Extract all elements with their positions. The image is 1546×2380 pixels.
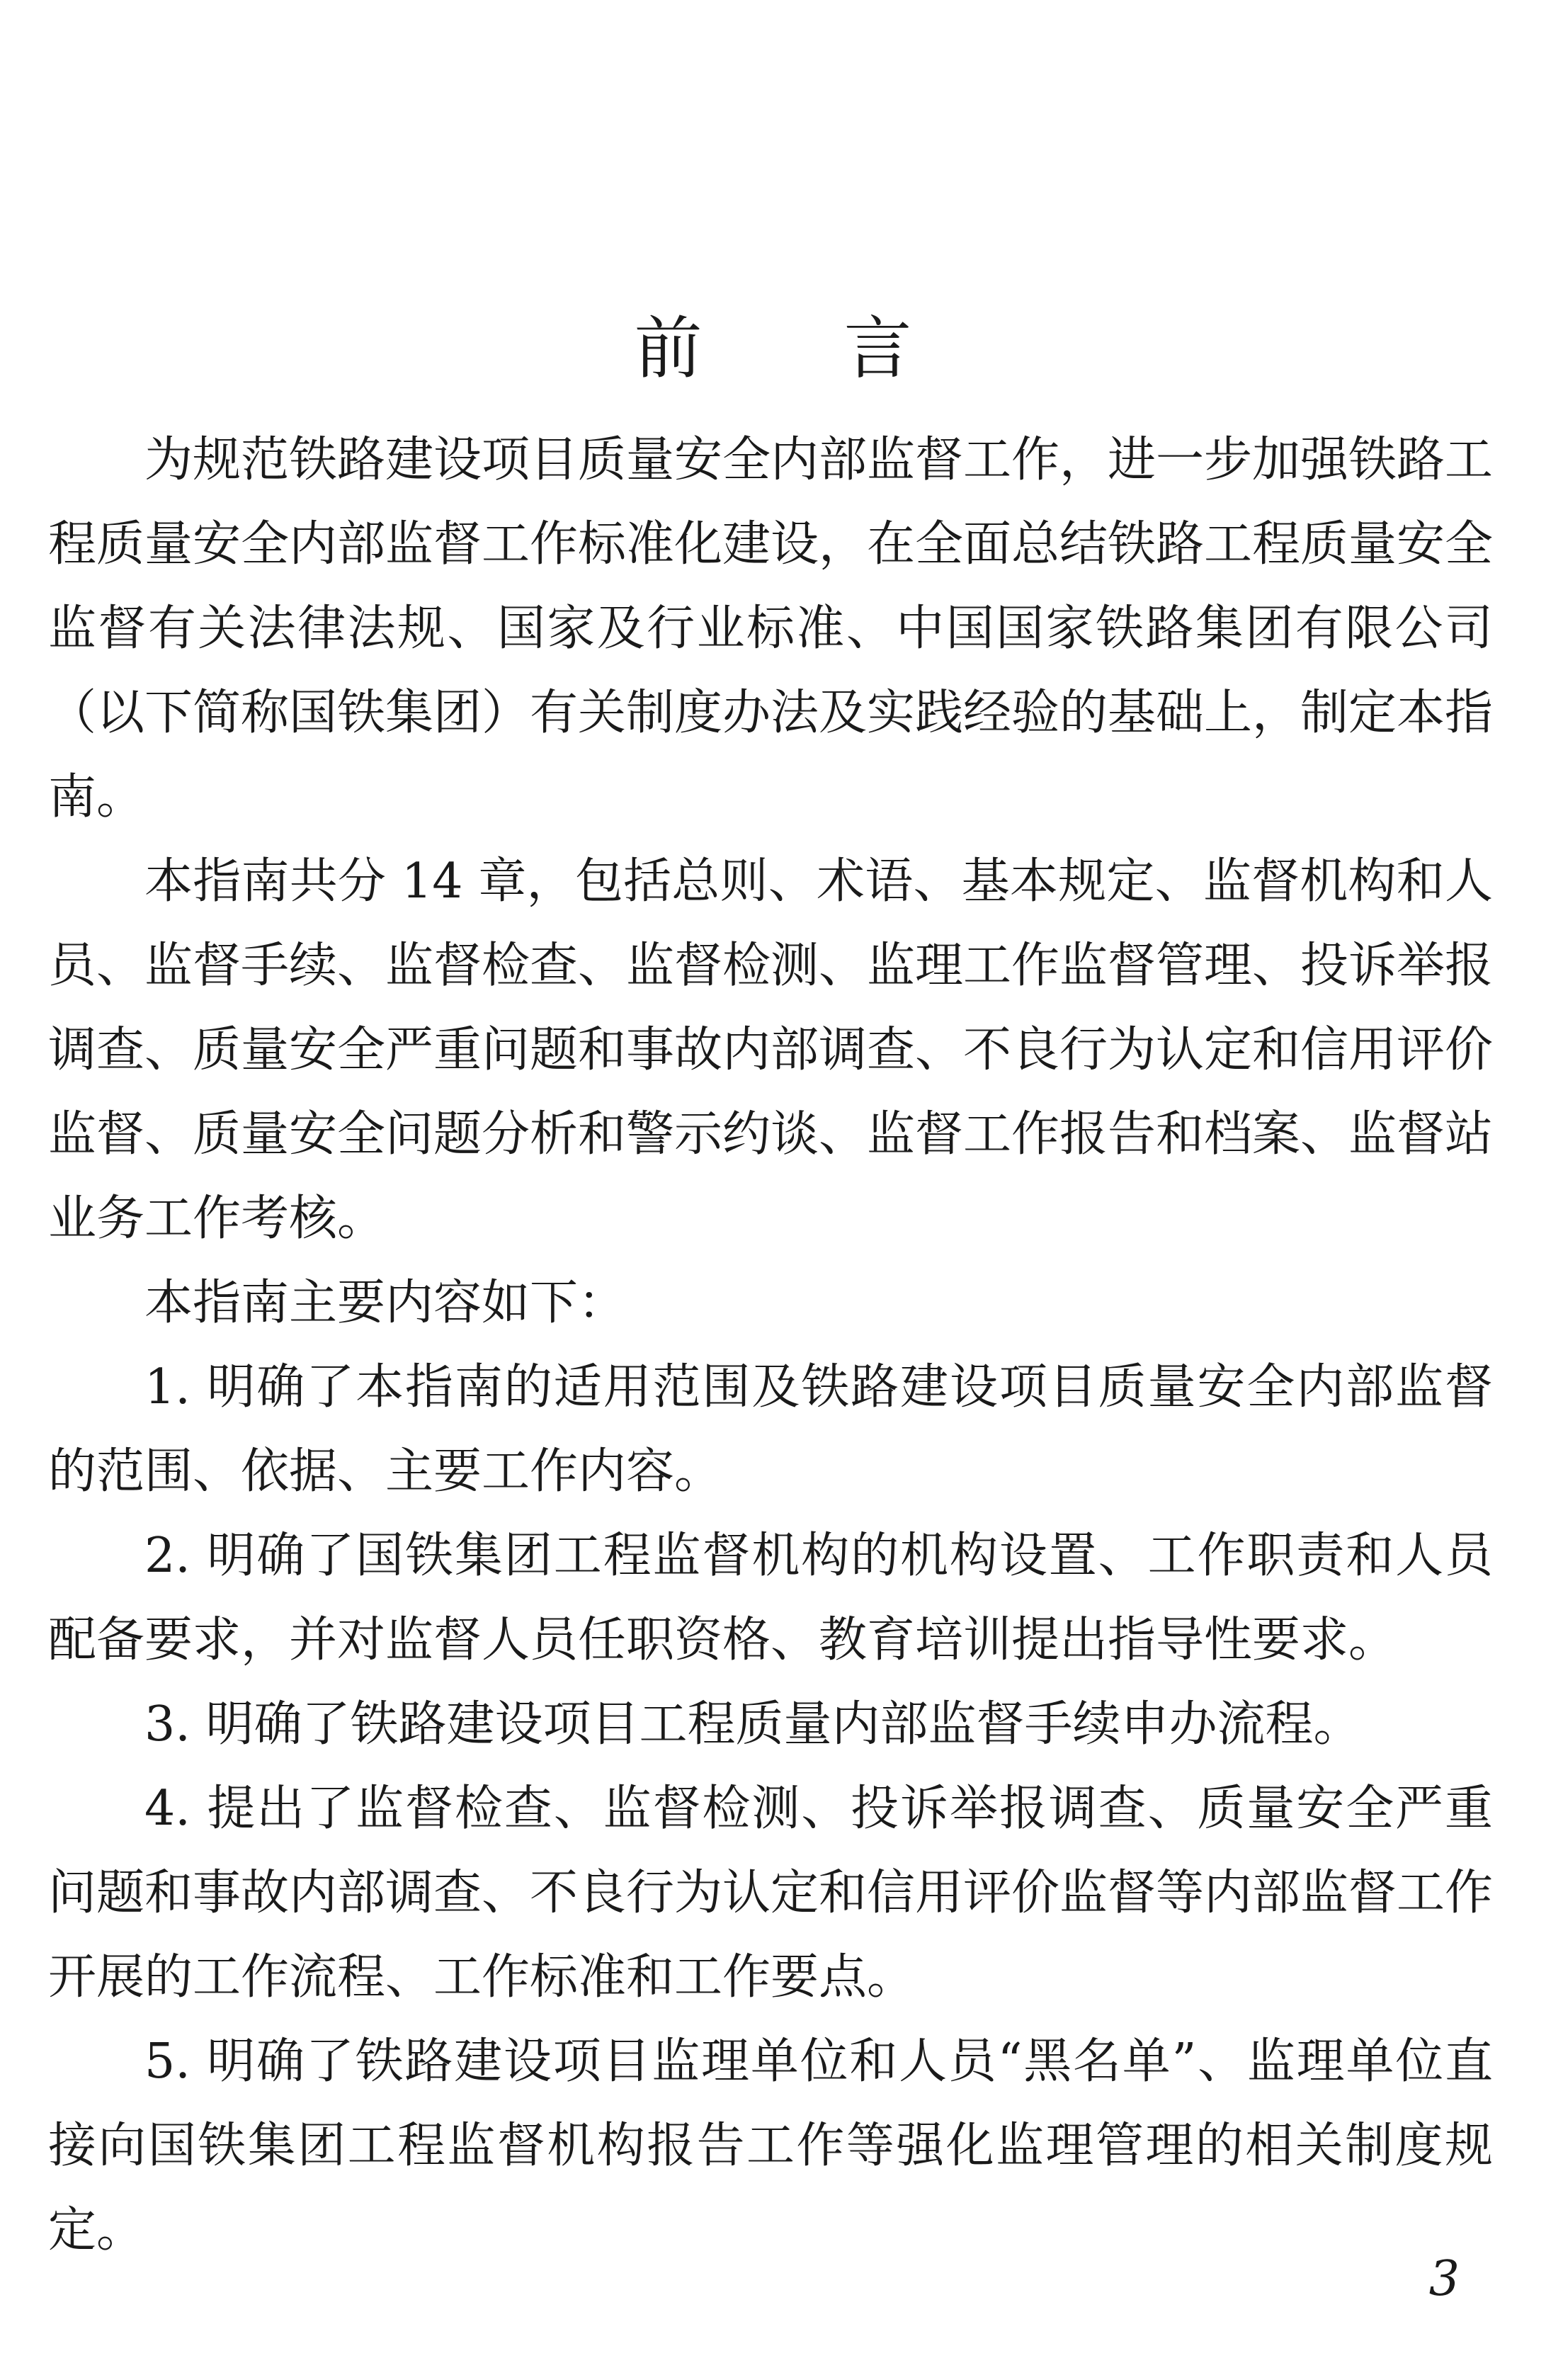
paragraph-item-2: 2. 明确了国铁集团工程监督机构的机构设置、工作职责和人员配备要求，并对监督人员任职资格、教育培训提出指导性要求。 [48, 1528, 1493, 1668]
paragraph-item-5: 5. 明确了铁路建设项目监理单位和人员“黑名单”、监理单位直接向国铁集团工程监督机构报告工作等强化监理管理的相关制度规定。 [48, 2034, 1493, 2258]
paragraph-item-4: 4. 提出了监督检查、监督检测、投诉举报调查、质量安全严重问题和事故内部调查、不良行为认定和信用评价监督等内部监督工作开展的工作流程、工作标准和工作要点。 [48, 1781, 1494, 2005]
page-number: 3 [1428, 2251, 1460, 2307]
paragraph-chapters: 本指南共分 14 章，包括总则、术语、基本规定、监督机构和人员、监督手续、监督检查、监督检测、监理工作监督管理、投诉举报调查、质量安全严重问题和事故内部调查、不良行为认定和信用评价监督、质量安全问题分析和警示约谈、监督工作报告和档案、监督站业务工作考核。 [48, 854, 1494, 1247]
paragraph-intro: 为规范铁路建设项目质量安全内部监督工作，进一步加强铁路工程质量安全内部监督工作标准化建设，在全面总结铁路工程质量安全监督有关法律法规、国家及行业标准、中国国家铁路集团有限公司（以下简称国铁集团）有关制度办法及实践经验的基础上，制定本指南。 [48, 432, 1494, 825]
body-text [48, 418, 1493, 2272]
page-title: 前言 [634, 309, 1054, 389]
paragraph-item-3: 3. 明确了铁路建设项目工程质量内部监督手续申办流程。 [144, 1696, 1362, 1752]
paragraph-contents-heading: 本指南主要内容如下： [144, 1275, 627, 1331]
paragraph-item-1: 1. 明确了本指南的适用范围及铁路建设项目质量安全内部监督的范围、依据、主要工作内容。 [48, 1359, 1493, 1500]
